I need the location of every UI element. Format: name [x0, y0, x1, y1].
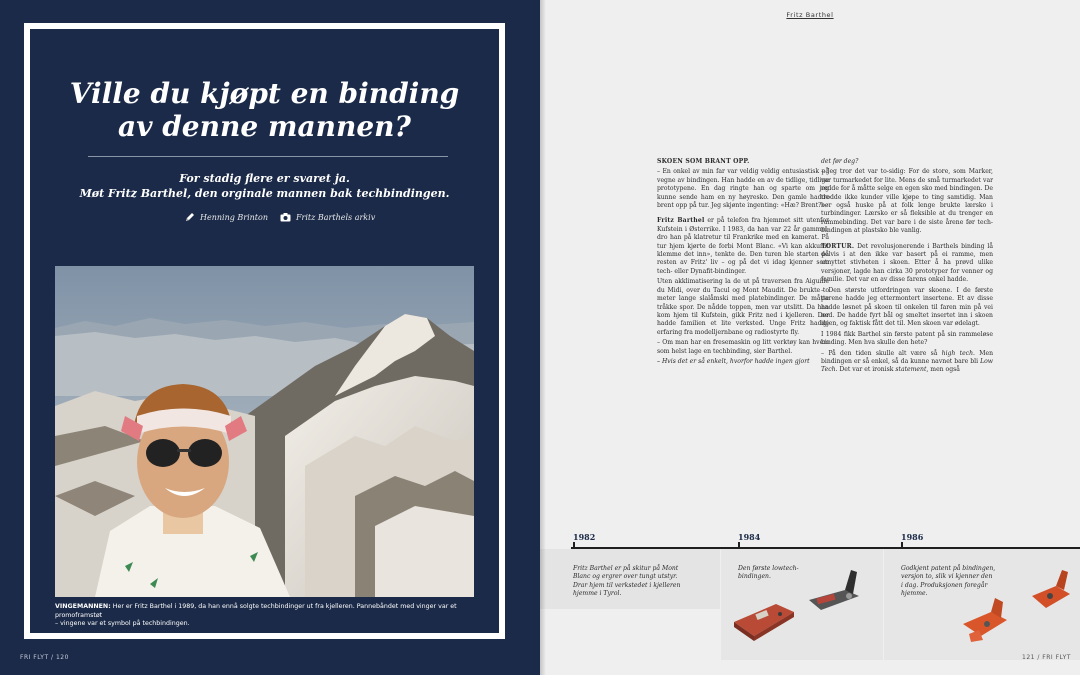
subheading-line-1: For stadig flere er svaret ja.	[179, 172, 350, 185]
paragraph	[657, 358, 829, 366]
binding-photo-lowtech-1984	[799, 566, 869, 614]
pen-icon	[185, 212, 195, 222]
italic-term: high tech	[941, 349, 974, 357]
author-name: Henning Brinton	[200, 212, 268, 222]
headline-line-2: av denne mannen?	[118, 110, 411, 143]
paragraph-text: – Hvis det er så enkelt, hvorfor hadde ingen gjort	[657, 357, 810, 365]
caption-text-1: Her er Fritz Barthel i 1989, da han ennå solgte techbindinger ut fra kjelleren. Pannebåndet med vinger var et promoframstøt	[55, 603, 457, 619]
italic-term: Low Tech	[821, 357, 993, 374]
title-rule	[88, 156, 448, 157]
paragraph-text: , men også	[926, 366, 960, 374]
paragraph	[821, 158, 993, 166]
section-heading-tortur: TORTUR.	[821, 242, 855, 250]
paragraph-text: . Det var et ironisk	[835, 366, 896, 374]
paragraph: Uten akklimatisering la de ut på traversen fra Aiguille du Midi, over du Tacul og Mont Maudit. De brukte to meter lange slalåmski med platebindinger. De måtte tråkke spor. De nådde toppen, men var utslitt. Da han kom hjem til Kufstein, gikk Fritz ned i kjelleren. Der hadde familien et lite verksted. Unge Fritz hadde erfaring fra modelljernbane og radiostyrte fly.	[657, 278, 829, 336]
binding-photo-1986-toe	[1026, 568, 1076, 618]
page-folio-left: FRI FLYT / 120	[20, 654, 69, 661]
hero-photo	[55, 266, 474, 597]
white-frame	[24, 23, 505, 639]
paragraph: – En onkel av min far var veldig veldig entusiastisk på vegne av bindingen. Han hadde en av de tidlige, tidlige prototypene. En dag ringte han og sparte om jeg kunne sende ham en ny høyresko. Den gamle hadde brent opp på tur. Jeg skjønte ingenting: «Hæ? Brent?»	[657, 168, 829, 210]
section-heading-skoen: SKOEN SOM BRANT OPP.	[657, 158, 750, 165]
paragraph-text: er på telefon fra hjemmet sitt utenfor Kufstein i Østerrike. I 1983, da han var 22 år gammel, dro han på klatretur til Frankrike med en kamerat. På tur hjem kjørte de forbi Mont Blanc. «Vi kan akkurat klemme det inn», tenkte de. Den turen ble starten på resten av Fritz' liv – og på det vi idag kjenner som tech- eller Dynafit-bindinger.	[657, 217, 829, 275]
headline	[30, 77, 499, 143]
paragraph-text: Det revolusjonerende i Barthels binding lå delvis i at den ikke var basert på ei ramme, men utnyttet stivheten i skoen. Etter å ha prøvd ulike versjoner, lagde han cirka 30 prototyper for venner og familie. Det var en av disse farens onkel hadde.	[821, 242, 993, 284]
timeline-year: 1982	[573, 532, 596, 542]
credits	[185, 212, 375, 222]
paragraph	[821, 350, 993, 375]
photo-credit-name: Fritz Barthels arkiv	[296, 212, 376, 222]
timeline-text: Godkjent patent på bindingen, versjon to, slik vi kjenner den i dag. Produksjonen foregår hjemme.	[901, 565, 996, 597]
caption-label: VINGEMANNEN:	[55, 603, 111, 610]
subheading-line-2: Møt Fritz Barthel, den orginale mannen bak techbindingen.	[79, 187, 450, 200]
paragraph: – Den største utfordringen var skoene. I de første parene hadde jeg ettermontert insertene. Et av disse hadde løsnet på skoen til onkelen til faren min på vei ned. De hadde fyrt bål og smeltet insertet inn i skoen igjen, og faktisk fått det til. Men skoen var ødelagt.	[821, 286, 993, 328]
page-spine-shadow	[540, 0, 546, 675]
paragraph: – Jeg tror det var to-sidig: For de store, som Marker, var turmarkedet for lite. Mens de små turmarkedet var redde for å måtte selge en egen sko med bindingen. De trodde ikke kunder ville kjøpe to ting samtidig. Man bør også huske på at folk lenge brukte lærsko i turbindinger. Lærsko er så fleksible at du trenger en rammebinding. Det var bare i de siste årene før tech-bindingen at plastsko ble vanlig.	[821, 168, 993, 235]
binding-photo-1986-heel	[957, 594, 1025, 644]
article-column-2	[821, 158, 993, 375]
hero-photo-image	[55, 266, 474, 597]
paragraph-text: – På den tiden skulle alt være så	[821, 349, 942, 357]
paragraph	[657, 217, 829, 276]
paragraph: – Om man har en fresemaskin og litt verktøy kan hvem som helst lage en techbinding, sier Barthel.	[657, 339, 829, 355]
right-page	[540, 0, 1080, 675]
italic-term: statement	[895, 366, 927, 374]
photo-caption	[55, 603, 475, 629]
page-folio-right: 121 / FRI FLYT	[1022, 654, 1071, 661]
timeline-tick	[901, 542, 903, 548]
lead-in: Fritz Barthel	[657, 217, 705, 225]
timeline-axis	[571, 547, 1080, 549]
timeline-text: Den første lowtech-bindingen.	[738, 565, 799, 581]
timeline-year: 1984	[738, 532, 761, 542]
subheading	[30, 171, 499, 201]
running-head: Fritz Barthel	[786, 11, 834, 19]
paragraph-text: det før deg?	[821, 158, 859, 165]
timeline-year: 1986	[901, 532, 924, 542]
binding-photo-prototype-red	[726, 594, 806, 644]
timeline	[571, 530, 1080, 660]
author-credit	[185, 212, 268, 222]
timeline-tick	[738, 542, 740, 548]
photo-credit	[280, 213, 375, 222]
timeline-text: Fritz Barthel er på skitur på Mont Blanc og ergrer over tungt utstyr. Drar hjem til verkstedet i kjelleren hjemme i Tyrol.	[573, 565, 681, 597]
article-column-1	[657, 158, 829, 366]
paragraph	[821, 243, 993, 285]
paragraph-text: . Men bindingen er så enkel, så da kunne navnet bare bli	[821, 349, 994, 365]
headline-line-1: Ville du kjøpt en binding	[69, 77, 460, 110]
camera-icon	[280, 213, 291, 222]
paragraph: I 1984 fikk Barthel sin første patent på sin rammeløse binding. Men hva skulle den hete?	[821, 330, 993, 347]
caption-text-2: – vingene var et symbol på techbindingen.	[55, 620, 190, 627]
timeline-tick	[573, 542, 575, 548]
